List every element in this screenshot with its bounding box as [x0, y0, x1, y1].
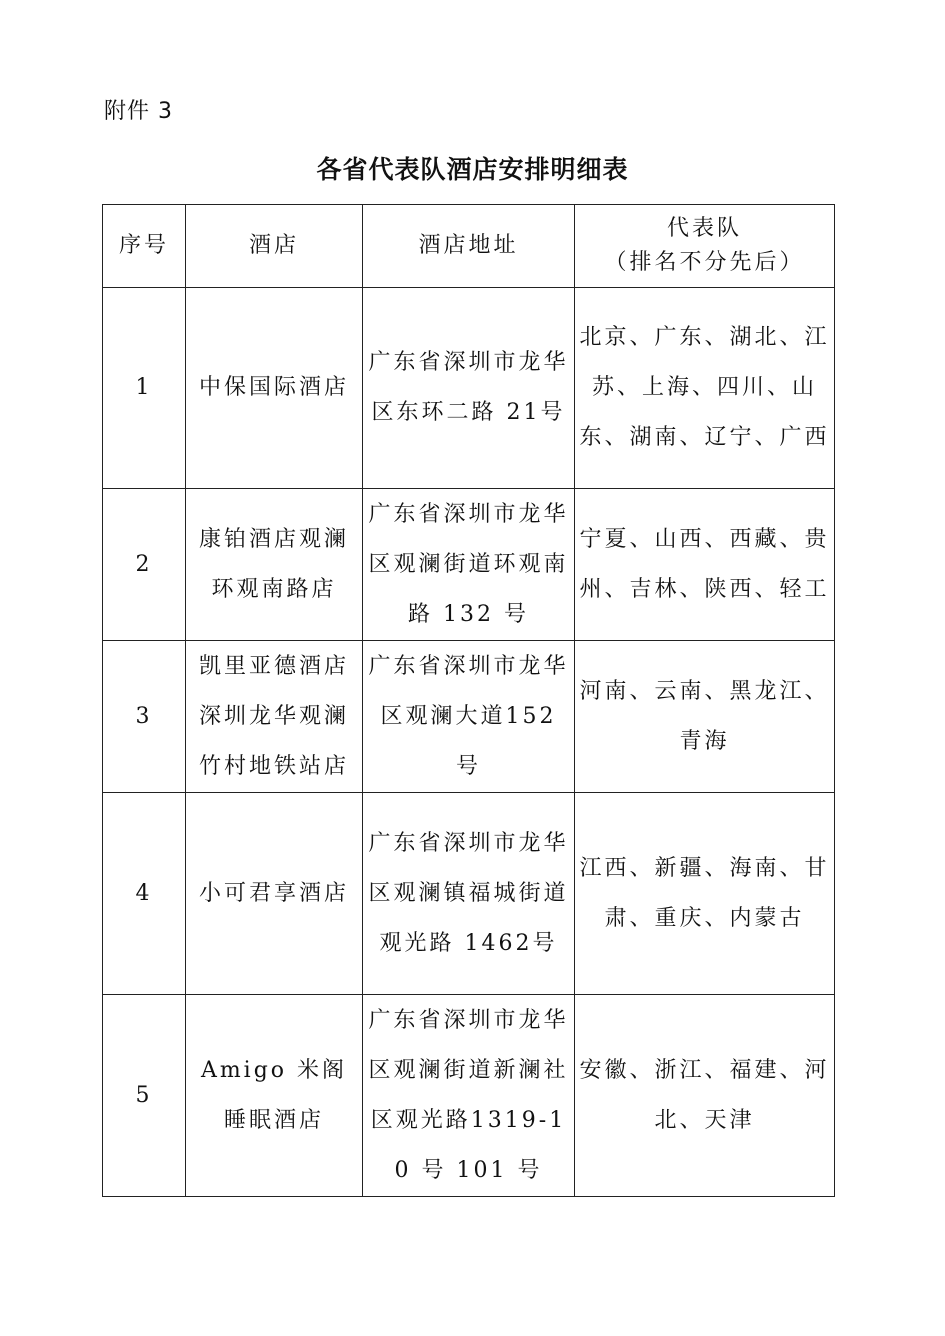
team-list: 安徽、浙江、福建、河北、天津 [575, 995, 835, 1197]
hotel-name: 小可君享酒店 [186, 793, 363, 995]
table-row [103, 793, 835, 995]
hotel-name: 中保国际酒店 [186, 288, 363, 489]
hotel-address: 广东省深圳市龙华区东环二路 21号 [363, 288, 575, 489]
row-number: 2 [103, 489, 186, 641]
hotel-name: 凯里亚德酒店深圳龙华观澜竹村地铁站店 [186, 641, 363, 793]
header-team [575, 205, 835, 288]
table-row [103, 641, 835, 793]
row-number: 4 [103, 793, 186, 995]
header-no: 序号 [103, 205, 186, 288]
team-list: 江西、新疆、海南、甘肃、重庆、内蒙古 [575, 793, 835, 995]
hotel-address: 广东省深圳市龙华区观澜大道152 号 [363, 641, 575, 793]
row-number: 3 [103, 641, 186, 793]
header-team-title: 代表队 [666, 216, 742, 241]
team-list: 河南、云南、黑龙江、青海 [575, 641, 835, 793]
header-team-note: （排名不分先后） [604, 250, 805, 275]
hotel-name: Amigo 米阁睡眠酒店 [186, 995, 363, 1197]
row-number: 5 [103, 995, 186, 1197]
document-title: 各省代表队酒店安排明细表 [316, 155, 629, 184]
table-row [103, 288, 835, 489]
table-row [103, 995, 835, 1197]
hotel-address: 广东省深圳市龙华区观澜街道新澜社区观光路1319-10 号 101 号 [363, 995, 575, 1197]
hotel-name: 康铂酒店观澜环观南路店 [186, 489, 363, 641]
team-list: 宁夏、山西、西藏、贵州、吉林、陕西、轻工 [575, 489, 835, 641]
header-address: 酒店地址 [363, 205, 575, 288]
hotel-arrangement-table [102, 204, 835, 1197]
header-hotel: 酒店 [186, 205, 363, 288]
attachment-label: 附件 3 [104, 99, 173, 124]
table-row [103, 489, 835, 641]
table-header-row [103, 205, 835, 288]
team-list: 北京、广东、湖北、江苏、上海、四川、山东、湖南、辽宁、广西 [575, 288, 835, 489]
row-number: 1 [103, 288, 186, 489]
hotel-address: 广东省深圳市龙华区观澜镇福城街道观光路 1462号 [363, 793, 575, 995]
hotel-address: 广东省深圳市龙华区观澜街道环观南路 132 号 [363, 489, 575, 641]
